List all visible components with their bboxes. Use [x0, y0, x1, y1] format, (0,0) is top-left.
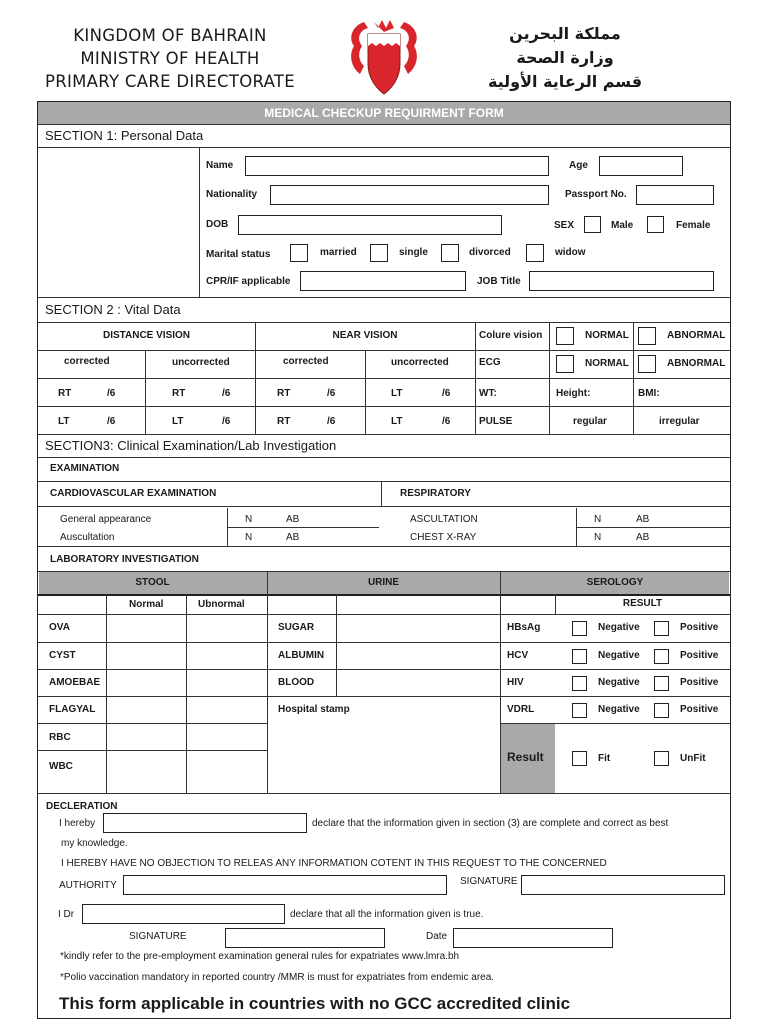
- au-n: N: [245, 532, 253, 543]
- lab-investigation-label: LABORATORY INVESTIGATION: [50, 554, 199, 565]
- header-directorate-ar: قسم الرعاية الأولية: [487, 72, 643, 91]
- near-unc-lt-6: /6: [442, 388, 451, 399]
- colure-abnormal-checkbox[interactable]: [638, 327, 656, 345]
- ga-n: N: [245, 514, 253, 525]
- cx-n: N: [594, 532, 602, 543]
- cpr-input[interactable]: [300, 271, 466, 291]
- i-hereby-input[interactable]: [103, 813, 307, 833]
- stool-row-ova: OVA: [49, 622, 70, 633]
- distance-corrected: corrected: [64, 356, 110, 367]
- vdrl-negative-label: Negative: [598, 704, 640, 715]
- photo-area: [39, 149, 197, 295]
- urine-row-sugar: SUGAR: [278, 622, 315, 633]
- no-objection-text: I HEREBY HAVE NO OBJECTION TO RELEAS ANY INFORMATION COTENT IN THIS REQUEST TO THE CONCERNED: [61, 858, 607, 869]
- declare-true-text: declare that all the information given is true.: [290, 909, 484, 920]
- fit-label: Fit: [598, 753, 611, 764]
- colure-vision-label: Colure vision: [479, 330, 543, 341]
- auscultation-label: Auscultation: [60, 532, 115, 543]
- age-label: Age: [569, 160, 588, 171]
- sero-row-hbsag: HBsAg: [507, 622, 541, 633]
- header-kingdom-ar: مملكة البحرين: [509, 24, 621, 43]
- authority-label: AUTHORITY: [59, 880, 117, 891]
- male-checkbox[interactable]: [584, 216, 601, 233]
- cardio-label: CARDIOVASCULAR EXAMINATION: [50, 488, 217, 499]
- age-input[interactable]: [599, 156, 683, 176]
- declaration-title: DECLERATION: [46, 801, 118, 812]
- hcv-positive-checkbox[interactable]: [654, 649, 669, 664]
- colure-normal-checkbox[interactable]: [556, 327, 574, 345]
- unfit-checkbox[interactable]: [654, 751, 669, 766]
- stool-row-flagyal: FLAGYAL: [49, 704, 96, 715]
- date-label: Date: [426, 931, 448, 942]
- near-uncorrected: uncorrected: [391, 357, 449, 368]
- note-lmra: *kindly refer to the pre-employment examination general rules for expatriates www.lmra.bh: [60, 951, 460, 962]
- near-unc-lt2: LT: [391, 416, 403, 427]
- dob-label: DOB: [206, 219, 229, 230]
- job-label: JOB Title: [477, 276, 521, 287]
- urine-header: URINE: [367, 577, 400, 588]
- dist-corr-rt-6: /6: [107, 388, 116, 399]
- height-label: Height:: [556, 388, 591, 399]
- near-corrected: corrected: [283, 356, 329, 367]
- stool-row-amoebae: AMOEBAE: [49, 677, 101, 688]
- stool-row-rbc: RBC: [49, 732, 71, 743]
- distance-uncorrected: uncorrected: [172, 357, 230, 368]
- signature-input[interactable]: [521, 875, 725, 895]
- irregular-label: irregular: [659, 416, 700, 427]
- as-ab: AB: [636, 514, 650, 525]
- section3-title: SECTION3: Clinical Examination/Lab Investigation: [45, 438, 337, 453]
- authority-input[interactable]: [123, 875, 447, 895]
- near-corr-rt2-6: /6: [327, 416, 336, 427]
- divorced-checkbox[interactable]: [441, 244, 459, 262]
- vdrl-positive-label: Positive: [680, 704, 719, 715]
- passport-label: Passport No.: [565, 189, 627, 200]
- ecg-normal-label: NORMAL: [585, 358, 629, 369]
- as-n: N: [594, 514, 602, 525]
- cpr-label: CPR/IF applicable: [206, 276, 291, 287]
- married-label: married: [320, 247, 357, 258]
- dob-input[interactable]: [238, 215, 502, 235]
- stool-row-wbc: WBC: [49, 761, 73, 772]
- unfit-label: UnFit: [680, 753, 706, 764]
- wt-label: WT:: [479, 388, 497, 399]
- fit-checkbox[interactable]: [572, 751, 587, 766]
- signature-label: SIGNATURE: [460, 876, 518, 887]
- date-input[interactable]: [453, 928, 613, 948]
- hbsag-positive-label: Positive: [680, 622, 719, 633]
- dist-corr-lt-6: /6: [107, 416, 116, 427]
- widow-label: widow: [555, 247, 586, 258]
- name-input[interactable]: [245, 156, 549, 176]
- near-corr-rt-6: /6: [327, 388, 336, 399]
- header-ministry-ar: وزارة الصحة: [516, 48, 614, 67]
- bahrain-emblem-icon: [344, 16, 424, 98]
- header-arabic: [480, 22, 650, 94]
- pulse-label: PULSE: [479, 416, 513, 427]
- hospital-stamp-label: Hospital stamp: [278, 704, 350, 715]
- ecg-abnormal-label: ABNORMAL: [667, 358, 726, 369]
- hcv-negative-checkbox[interactable]: [572, 649, 587, 664]
- marital-label: Marital status: [206, 249, 271, 260]
- footer-applicability: This form applicable in countries with no GCC accredited clinic: [59, 994, 571, 1013]
- hcv-negative-label: Negative: [598, 650, 640, 661]
- near-corr-rt2: RT: [277, 416, 291, 427]
- i-dr-label: I Dr: [58, 909, 75, 920]
- chest-xray-label: CHEST X-RAY: [410, 532, 477, 543]
- hiv-positive-checkbox[interactable]: [654, 676, 669, 691]
- name-label: Name: [206, 160, 234, 171]
- section2-title: SECTION 2 : Vital Data: [45, 302, 181, 317]
- widow-checkbox[interactable]: [526, 244, 544, 262]
- signature2-label: SIGNATURE: [129, 931, 187, 942]
- header-ministry: MINISTRY OF HEALTH: [80, 49, 260, 68]
- sex-label: SEX: [554, 220, 575, 231]
- section1-title: SECTION 1: Personal Data: [45, 128, 204, 143]
- sero-row-hcv: HCV: [507, 650, 529, 661]
- job-input[interactable]: [529, 271, 714, 291]
- urine-row-albumin: ALBUMIN: [278, 650, 325, 661]
- distance-vision-header: DISTANCE VISION: [102, 330, 191, 341]
- hbsag-positive-checkbox[interactable]: [654, 621, 669, 636]
- near-unc-lt2-6: /6: [442, 416, 451, 427]
- i-hereby-label: I hereby: [59, 818, 96, 829]
- header-kingdom: KINGDOM OF BAHRAIN: [73, 26, 267, 45]
- passport-input[interactable]: [636, 185, 714, 205]
- examination-label: EXAMINATION: [50, 463, 120, 474]
- signature2-input[interactable]: [225, 928, 385, 948]
- urine-row-blood: BLOOD: [278, 677, 315, 688]
- ecg-label: ECG: [479, 357, 501, 368]
- au-ab: AB: [286, 532, 300, 543]
- note-polio: *Polio vaccination mandatory in reported country /MMR is must for expatriates from endemic area.: [60, 972, 495, 983]
- dist-unc-rt-6: /6: [222, 388, 231, 399]
- i-dr-input[interactable]: [82, 904, 285, 924]
- single-checkbox[interactable]: [370, 244, 388, 262]
- hiv-positive-label: Positive: [680, 677, 719, 688]
- dist-corr-rt: RT: [58, 388, 72, 399]
- near-corr-rt: RT: [277, 388, 291, 399]
- vdrl-positive-checkbox[interactable]: [654, 703, 669, 718]
- sero-row-hiv: HIV: [507, 677, 524, 688]
- hbsag-negative-checkbox[interactable]: [572, 621, 587, 636]
- dist-unc-lt: LT: [172, 416, 184, 427]
- stool-row-cyst: CYST: [49, 650, 76, 661]
- female-label: Female: [676, 220, 711, 231]
- declare-text: declare that the information given in section (3) are complete and correct as best: [312, 818, 669, 829]
- hiv-negative-checkbox[interactable]: [572, 676, 587, 691]
- sero-row-vdrl: VDRL: [507, 704, 535, 715]
- male-label: Male: [611, 220, 634, 231]
- bmi-label: BMI:: [638, 388, 660, 399]
- dist-unc-lt-6: /6: [222, 416, 231, 427]
- stool-ubnormal: Ubnormal: [198, 599, 245, 610]
- ga-ab: AB: [286, 514, 300, 525]
- stool-normal: Normal: [129, 599, 164, 610]
- single-label: single: [399, 247, 428, 258]
- my-knowledge: my knowledge.: [61, 838, 128, 849]
- hcv-positive-label: Positive: [680, 650, 719, 661]
- near-vision-header: NEAR VISION: [332, 330, 398, 341]
- colure-abnormal-label: ABNORMAL: [667, 330, 726, 341]
- regular-label: regular: [573, 416, 607, 427]
- near-unc-lt: LT: [391, 388, 403, 399]
- hbsag-negative-label: Negative: [598, 622, 640, 633]
- female-checkbox[interactable]: [647, 216, 664, 233]
- header-english: [30, 24, 310, 93]
- cx-ab: AB: [636, 532, 650, 543]
- dist-unc-rt: RT: [172, 388, 186, 399]
- vdrl-negative-checkbox[interactable]: [572, 703, 587, 718]
- serology-result-header: RESULT: [622, 598, 663, 609]
- general-appearance-label: General appearance: [60, 514, 152, 525]
- stool-header: STOOL: [135, 577, 170, 588]
- respiratory-label: RESPIRATORY: [400, 488, 471, 499]
- ecg-normal-checkbox[interactable]: [556, 355, 574, 373]
- dist-corr-lt: LT: [58, 416, 70, 427]
- divorced-label: divorced: [469, 247, 511, 258]
- ecg-abnormal-checkbox[interactable]: [638, 355, 656, 373]
- form-title: MEDICAL CHECKUP REQUIRMENT FORM: [264, 106, 504, 120]
- serology-header: SEROLOGY: [586, 577, 644, 588]
- result-label: Result: [507, 750, 544, 764]
- colure-normal-label: NORMAL: [585, 330, 629, 341]
- nationality-label: Nationality: [206, 189, 258, 200]
- married-checkbox[interactable]: [290, 244, 308, 262]
- asculation-label: ASCULTATION: [410, 514, 478, 525]
- nationality-input[interactable]: [270, 185, 549, 205]
- header-directorate: PRIMARY CARE DIRECTORATE: [44, 72, 296, 91]
- hiv-negative-label: Negative: [598, 677, 640, 688]
